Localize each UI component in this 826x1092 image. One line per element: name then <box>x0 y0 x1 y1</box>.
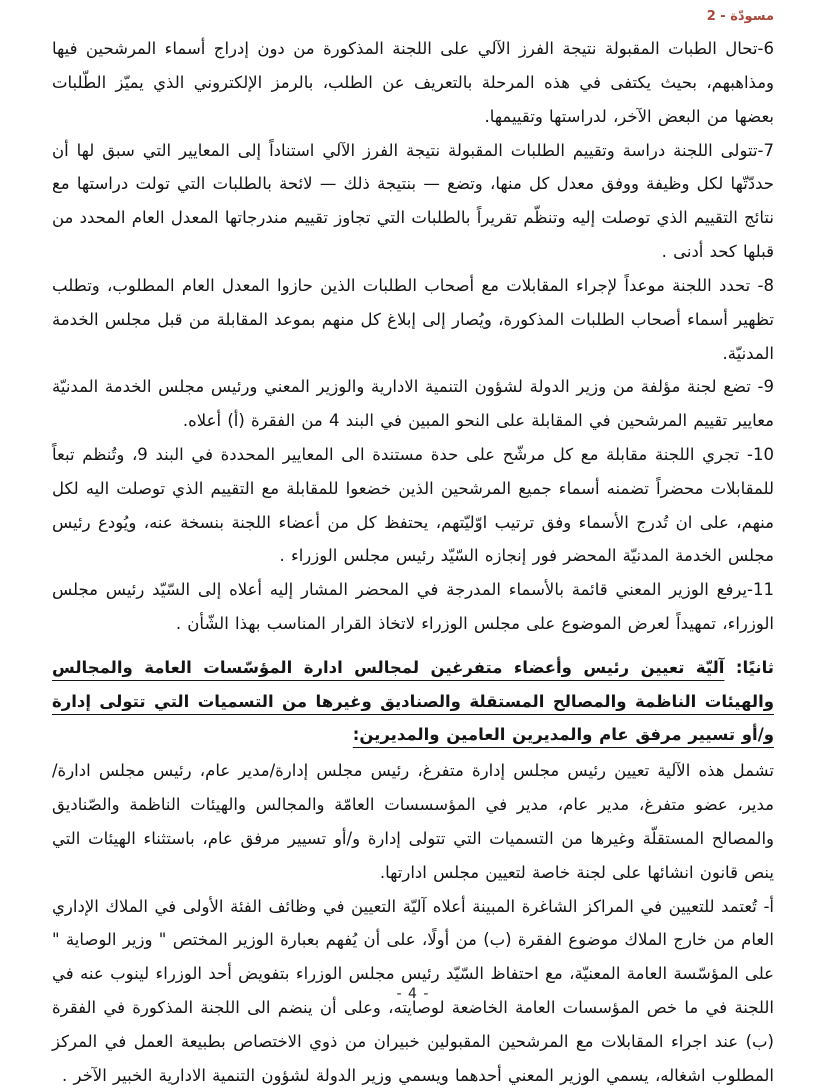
section-heading-prefix: ثانيًا: <box>736 658 774 677</box>
section-heading-text: آليّة تعيين رئيس وأعضاء متفرغين لمجالس ادارة المؤسّسات العامة والمجالس والهيئات الناظمة والمصالح المستقلة والصناديق وغيرها من التسميات التي تتولى إدارة و/أو تسيير مرفق عام والمديرين العامين والمديرين: <box>52 658 774 745</box>
paragraph-item-6: 6-تحال الطبات المقبولة نتيجة الفرز الآلي على اللجنة المذكورة من دون إدراج أسماء المرشحين فيها ومذاهبهم، بحيث يكتفى في هذه المرحلة بالتعريف عن الطلب، بالرمز الإلكتروني الذي يميّز الطّلبات بعضها من البعض الآخر، لدراستها وتقييمها. <box>52 32 774 133</box>
paragraph-item-7: 7-تتولى اللجنة دراسة وتقييم الطلبات المقبولة نتيجة الفرز الآلي استناداً إلى المعايير التي سبق لها أن حددّتّها لكل وظيفة ووفق معدل كل منها، وتضع — بنتيجة ذلك — لائحة بالطلبات التي تولت دراستها مع نتائج التقييم الذي توصلت إليه وتنظّم تقريراً بالطلبات التي تجاوز تقييم مندرجاتها المعدل العام المحدد من قبلها كحد أدنى . <box>52 134 774 269</box>
paragraph-item-11: 11-يرفع الوزير المعني قائمة بالأسماء المدرجة في المحضر المشار إليه أعلاه إلى السّيّد رئيس مجلس الوزراء، تمهيداً لعرض الموضوع على مجلس الوزراء لاتخاذ القرار المناسب بهذا الشّأن . <box>52 573 774 641</box>
paragraph-scope: تشمل هذه الآلية تعيين رئيس مجلس إدارة متفرغ، رئيس مجلس إدارة/مدير عام، رئيس مجلس ادارة/مدير، عضو متفرغ، مدير عام، مدير في المؤسسسات العامّة والمجالس والهيئات الناظمة والصّناديق والمصالح المستقلّة وغيرها من التسميات التي تتولى إدارة و/أو تسيير مرفق عام، باستثناء الهيئات التي ينص قانون انشائها على لجنة خاصة لتعيين مجلس ادارتها. <box>52 754 774 889</box>
paragraph-item-8: 8- تحدد اللجنة موعداً لإجراء المقابلات مع أصحاب الطلبات الذين حازوا المعدل العام المطلوب، وتطلب تظهير أسماء أصحاب الطلبات المذكورة، ويُصار إلى إبلاغ كل منهم بموعد المقابلة من قبل مجلس الخدمة المدنيّة. <box>52 269 774 370</box>
paragraph-clause-a: أ- تُعتمد للتعيين في المراكز الشاغرة المبينة أعلاه آليّة التعيين في وظائف الفئة الأولى في الملاك الإداري العام من خارج الملاك موضوع الفقرة (ب) من أولًا، على أن يُفهم بعبارة الوزير المختص " وزير الوصاية " على المؤسّسة العامة المعنيّة، مع احتفاظ السّيّد رئيس مجلس الوزراء بتفويض أحد الوزراء لينوب عنه في اللجنة في ما خص المؤسسات العامة الخاضعة لوصايته، وعلى أن ينضم الى اللجنة المذكورة في الفقرة (ب) عند اجراء المقابلات مع المرشحين المقبولين خبيران من ذوي الاختصاص بطبيعة العمل في المركز المطلوب اشغاله، يسمي الوزير المعني أحدهما ويسمي وزير الدولة لشؤون التنمية الادارية الخبير الآخر . <box>52 890 774 1092</box>
section-heading-second <box>52 651 774 752</box>
paragraph-item-10: 10- تجري اللجنة مقابلة مع كل مرشّح على حدة مستندة الى المعايير المحددة في البند 9، وتُنظم تبعاً للمقابلات محضراً تضمنه أسماء جميع المرشحين الذين خضعوا للمقابلة مع التقييم الذي توصلت اليه لكل منهم، على ان تُدرج الأسماء وفق ترتيب اوّليّتهم، يحتفظ كل من أعضاء اللجنة بنسخة عنه، ويُودع رئيس مجلس الخدمة المدنيّة المحضر فور إنجازه السّيّد رئيس مجلس الوزراء . <box>52 438 774 573</box>
paragraph-item-9: 9- تضع لجنة مؤلفة من وزير الدولة لشؤون التنمية الادارية والوزير المعني ورئيس مجلس الخدمة المدنيّة معايير تقييم المرشحين في المقابلة على النحو المبين في البند 4 من الفقرة (أ) أعلاه. <box>52 370 774 438</box>
page-number: - 4 - <box>0 986 826 1002</box>
draft-label: مسودّة - 2 <box>52 8 774 26</box>
